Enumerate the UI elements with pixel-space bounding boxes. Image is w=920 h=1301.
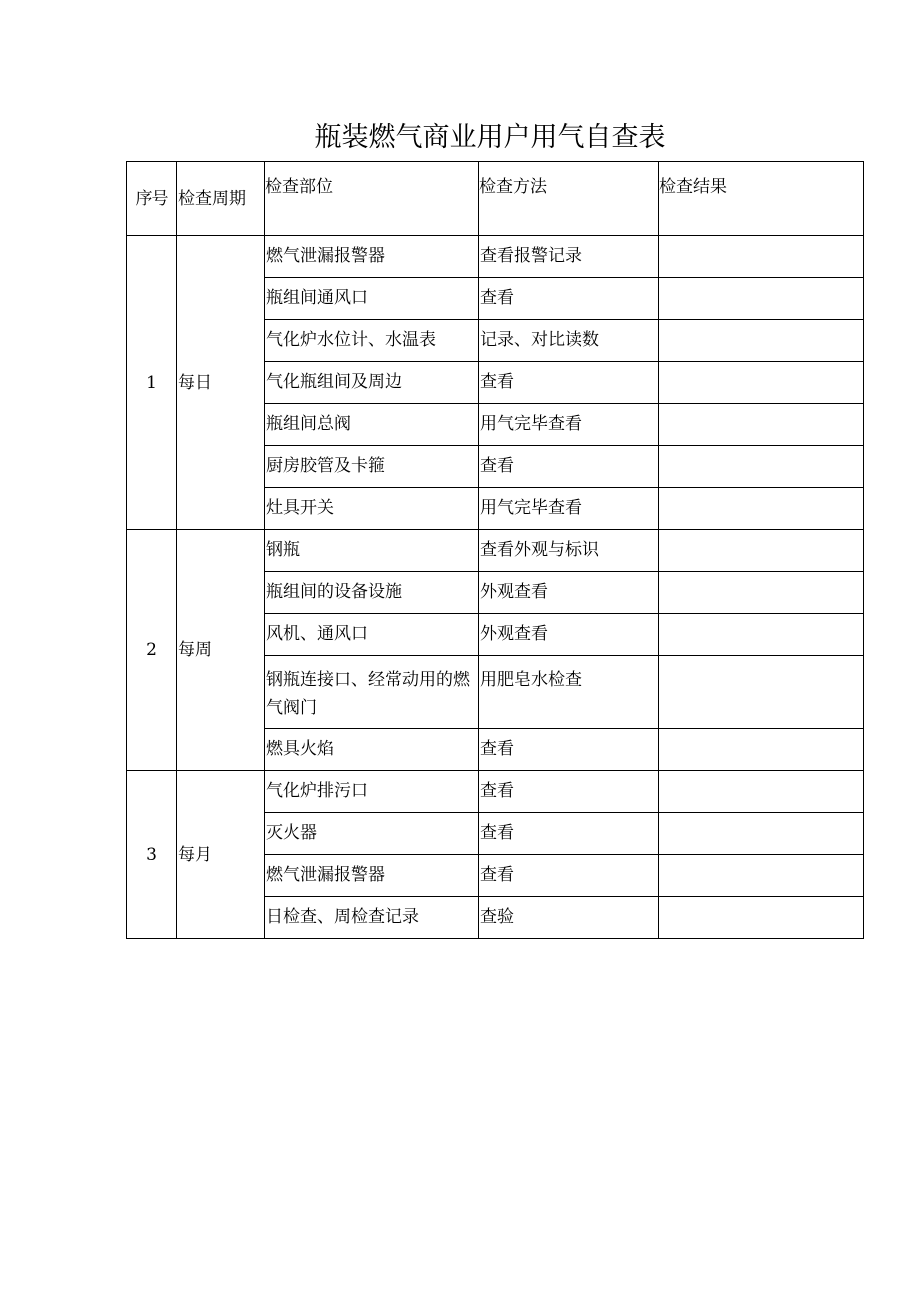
check-result[interactable] (659, 488, 864, 530)
group-period: 每日 (177, 236, 265, 530)
check-result[interactable] (659, 530, 864, 572)
check-method: 查看报警记录 (479, 236, 659, 278)
table-header-row (127, 162, 864, 236)
group-period: 每周 (177, 530, 265, 771)
check-method: 查验 (479, 897, 659, 939)
check-method: 查看 (479, 278, 659, 320)
check-method: 查看外观与标识 (479, 530, 659, 572)
check-method: 外观查看 (479, 614, 659, 656)
check-part: 风机、通风口 (265, 614, 479, 656)
table-row (127, 530, 864, 572)
check-result[interactable] (659, 771, 864, 813)
group-no: 3 (127, 771, 177, 939)
header-period: 检查周期 (177, 162, 265, 236)
header-no: 序号 (127, 162, 177, 236)
check-part: 气化炉水位计、水温表 (265, 320, 479, 362)
check-result[interactable] (659, 855, 864, 897)
check-part: 瓶组间通风口 (265, 278, 479, 320)
check-result[interactable] (659, 236, 864, 278)
check-part: 燃气泄漏报警器 (265, 236, 479, 278)
check-method: 查看 (479, 855, 659, 897)
page-title: 瓶装燃气商业用户用气自查表 (314, 122, 666, 153)
check-method: 查看 (479, 446, 659, 488)
check-part: 燃气泄漏报警器 (265, 855, 479, 897)
check-method: 用气完毕查看 (479, 404, 659, 446)
check-part: 燃具火焰 (265, 729, 479, 771)
group-no: 1 (127, 236, 177, 530)
check-method: 查看 (479, 729, 659, 771)
check-result[interactable] (659, 813, 864, 855)
check-part: 灶具开关 (265, 488, 479, 530)
check-method: 查看 (479, 813, 659, 855)
check-result[interactable] (659, 404, 864, 446)
check-result[interactable] (659, 897, 864, 939)
check-result[interactable] (659, 572, 864, 614)
check-part: 气化炉排污口 (265, 771, 479, 813)
check-result[interactable] (659, 362, 864, 404)
check-result[interactable] (659, 446, 864, 488)
header-result: 检查结果 (659, 162, 864, 236)
check-part: 灭火器 (265, 813, 479, 855)
table-row (127, 771, 864, 813)
check-method: 用气完毕查看 (479, 488, 659, 530)
check-part: 钢瓶 (265, 530, 479, 572)
group-no: 2 (127, 530, 177, 771)
check-method: 查看 (479, 771, 659, 813)
header-part: 检查部位 (265, 162, 479, 236)
check-part: 厨房胶管及卡箍 (265, 446, 479, 488)
check-method: 记录、对比读数 (479, 320, 659, 362)
check-result[interactable] (659, 656, 864, 729)
check-result[interactable] (659, 320, 864, 362)
self-check-table (126, 161, 864, 939)
check-result[interactable] (659, 729, 864, 771)
group-period: 每月 (177, 771, 265, 939)
check-method: 外观查看 (479, 572, 659, 614)
check-part: 钢瓶连接口、经常动用的燃气阀门 (265, 656, 479, 729)
table-row (127, 236, 864, 278)
check-part: 气化瓶组间及周边 (265, 362, 479, 404)
check-part: 日检查、周检查记录 (265, 897, 479, 939)
check-result[interactable] (659, 278, 864, 320)
check-part: 瓶组间的设备设施 (265, 572, 479, 614)
header-method: 检查方法 (479, 162, 659, 236)
check-result[interactable] (659, 614, 864, 656)
check-method: 查看 (479, 362, 659, 404)
check-method: 用肥皂水检查 (479, 656, 659, 729)
check-part: 瓶组间总阀 (265, 404, 479, 446)
